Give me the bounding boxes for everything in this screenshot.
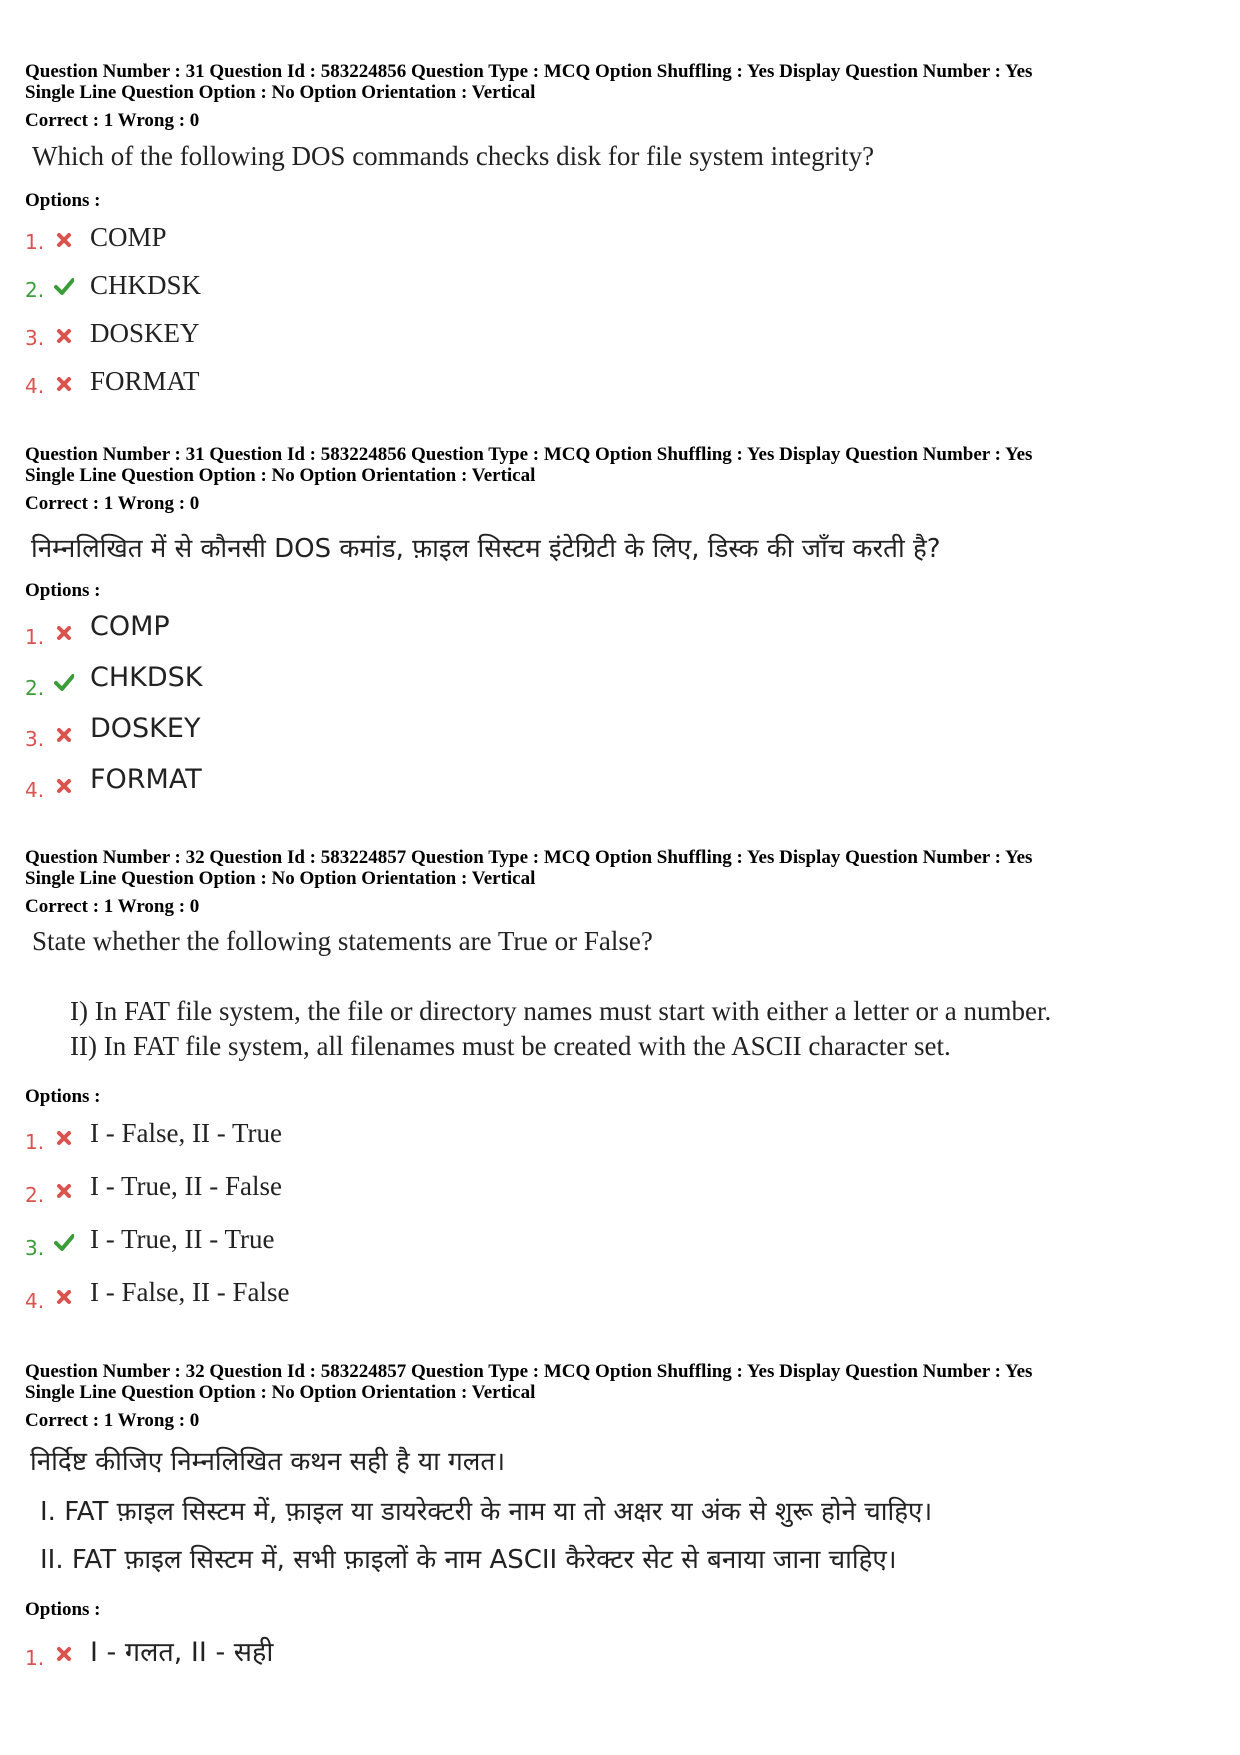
- option-number: 2.: [25, 278, 45, 302]
- cross-icon: [54, 230, 74, 250]
- meta-line-1: Question Number : 32 Question Id : 583224857 Question Type : MCQ Option Shuffling : Yes Display Question Number : Yes: [25, 1361, 1033, 1382]
- meta-line-2: Single Line Question Option : No Option Orientation : Vertical: [25, 868, 536, 889]
- question-meta: [25, 61, 1032, 103]
- statement-1: I) In FAT file system, the file or directory names must start with either a letter or a number.: [70, 996, 1052, 1026]
- statement-1: I. FAT फ़ाइल सिस्टम में, फ़ाइल या डायरेक्टरी के नाम या तो अक्षर या अंक से शुरू होने चाहिए।: [40, 1497, 933, 1527]
- statement-2: II. FAT फ़ाइल सिस्टम में, सभी फ़ाइलों के नाम ASCII कैरेक्टर सेट से बनाया जाना चाहिए।: [40, 1545, 897, 1575]
- check-icon: [54, 276, 74, 296]
- option-number: 3.: [25, 1236, 45, 1260]
- option-text: CHKDSK: [90, 662, 203, 693]
- options-label: Options :: [25, 580, 101, 601]
- question-block-31-en: [25, 0, 1215, 400]
- question-meta: [25, 1361, 1032, 1403]
- cross-icon: [54, 725, 74, 745]
- option-text: I - False, II - True: [90, 1118, 282, 1148]
- cross-icon: [54, 326, 74, 346]
- cross-icon: [54, 776, 74, 796]
- cross-icon: [54, 1287, 74, 1307]
- score-line: Correct : 1 Wrong : 0: [25, 1410, 200, 1431]
- option-number: 3.: [25, 326, 45, 350]
- score-line: Correct : 1 Wrong : 0: [25, 493, 200, 514]
- option-number: 1.: [25, 230, 45, 254]
- score-line: Correct : 1 Wrong : 0: [25, 896, 200, 917]
- check-icon: [54, 1232, 74, 1252]
- score-line: Correct : 1 Wrong : 0: [25, 110, 200, 131]
- option-text: I - गलत, II - सही: [90, 1637, 274, 1668]
- option-text: COMP: [90, 222, 167, 252]
- check-icon: [54, 672, 74, 692]
- question-meta: [25, 847, 1032, 889]
- option-text: I - True, II - True: [90, 1224, 275, 1254]
- question-block-32-hi: [25, 1320, 1215, 1740]
- question-block-31-hi: [25, 400, 1215, 800]
- option-number: 2.: [25, 1183, 45, 1207]
- question-text: State whether the following statements are True or False?: [32, 926, 653, 956]
- option-number: 4.: [25, 374, 45, 398]
- option-text: FORMAT: [90, 764, 202, 795]
- meta-line-1: Question Number : 32 Question Id : 583224857 Question Type : MCQ Option Shuffling : Yes Display Question Number : Yes: [25, 847, 1033, 868]
- option-number: 1.: [25, 1130, 45, 1154]
- option-number: 3.: [25, 727, 45, 751]
- cross-icon: [54, 1128, 74, 1148]
- question-text: Which of the following DOS commands checks disk for file system integrity?: [32, 141, 875, 171]
- option-number: 1.: [25, 625, 45, 649]
- cross-icon: [54, 1181, 74, 1201]
- cross-icon: [54, 623, 74, 643]
- option-text: I - False, II - False: [90, 1277, 290, 1307]
- option-text: DOSKEY: [90, 318, 200, 348]
- option-text: I - True, II - False: [90, 1171, 282, 1201]
- meta-line-2: Single Line Question Option : No Option Orientation : Vertical: [25, 82, 536, 103]
- option-number: 4.: [25, 1289, 45, 1313]
- meta-line-1: Question Number : 31 Question Id : 583224856 Question Type : MCQ Option Shuffling : Yes Display Question Number : Yes: [25, 61, 1033, 82]
- option-number: 2.: [25, 676, 45, 700]
- question-text: निर्दिष्ट कीजिए निम्नलिखित कथन सही है या गलत।: [30, 1447, 506, 1477]
- meta-line-1: Question Number : 31 Question Id : 583224856 Question Type : MCQ Option Shuffling : Yes Display Question Number : Yes: [25, 444, 1033, 465]
- options-label: Options :: [25, 190, 101, 211]
- option-text: CHKDSK: [90, 270, 202, 300]
- option-text: DOSKEY: [90, 713, 201, 744]
- cross-icon: [54, 374, 74, 394]
- question-text: निम्नलिखित में से कौनसी DOS कमांड, फ़ाइल सिस्टम इंटेग्रिटी के लिए, डिस्क की जाँच करती है?: [31, 534, 941, 564]
- statement-2: II) In FAT file system, all filenames must be created with the ASCII character set.: [70, 1031, 951, 1061]
- options-label: Options :: [25, 1599, 101, 1620]
- cross-icon: [54, 1644, 74, 1664]
- option-text: FORMAT: [90, 366, 200, 396]
- option-number: 4.: [25, 778, 45, 802]
- meta-line-2: Single Line Question Option : No Option Orientation : Vertical: [25, 1382, 536, 1403]
- options-label: Options :: [25, 1086, 101, 1107]
- option-number: 1.: [25, 1646, 45, 1670]
- question-block-32-en: [25, 800, 1215, 1320]
- option-text: COMP: [90, 611, 170, 642]
- meta-line-2: Single Line Question Option : No Option Orientation : Vertical: [25, 465, 536, 486]
- question-meta: [25, 444, 1032, 486]
